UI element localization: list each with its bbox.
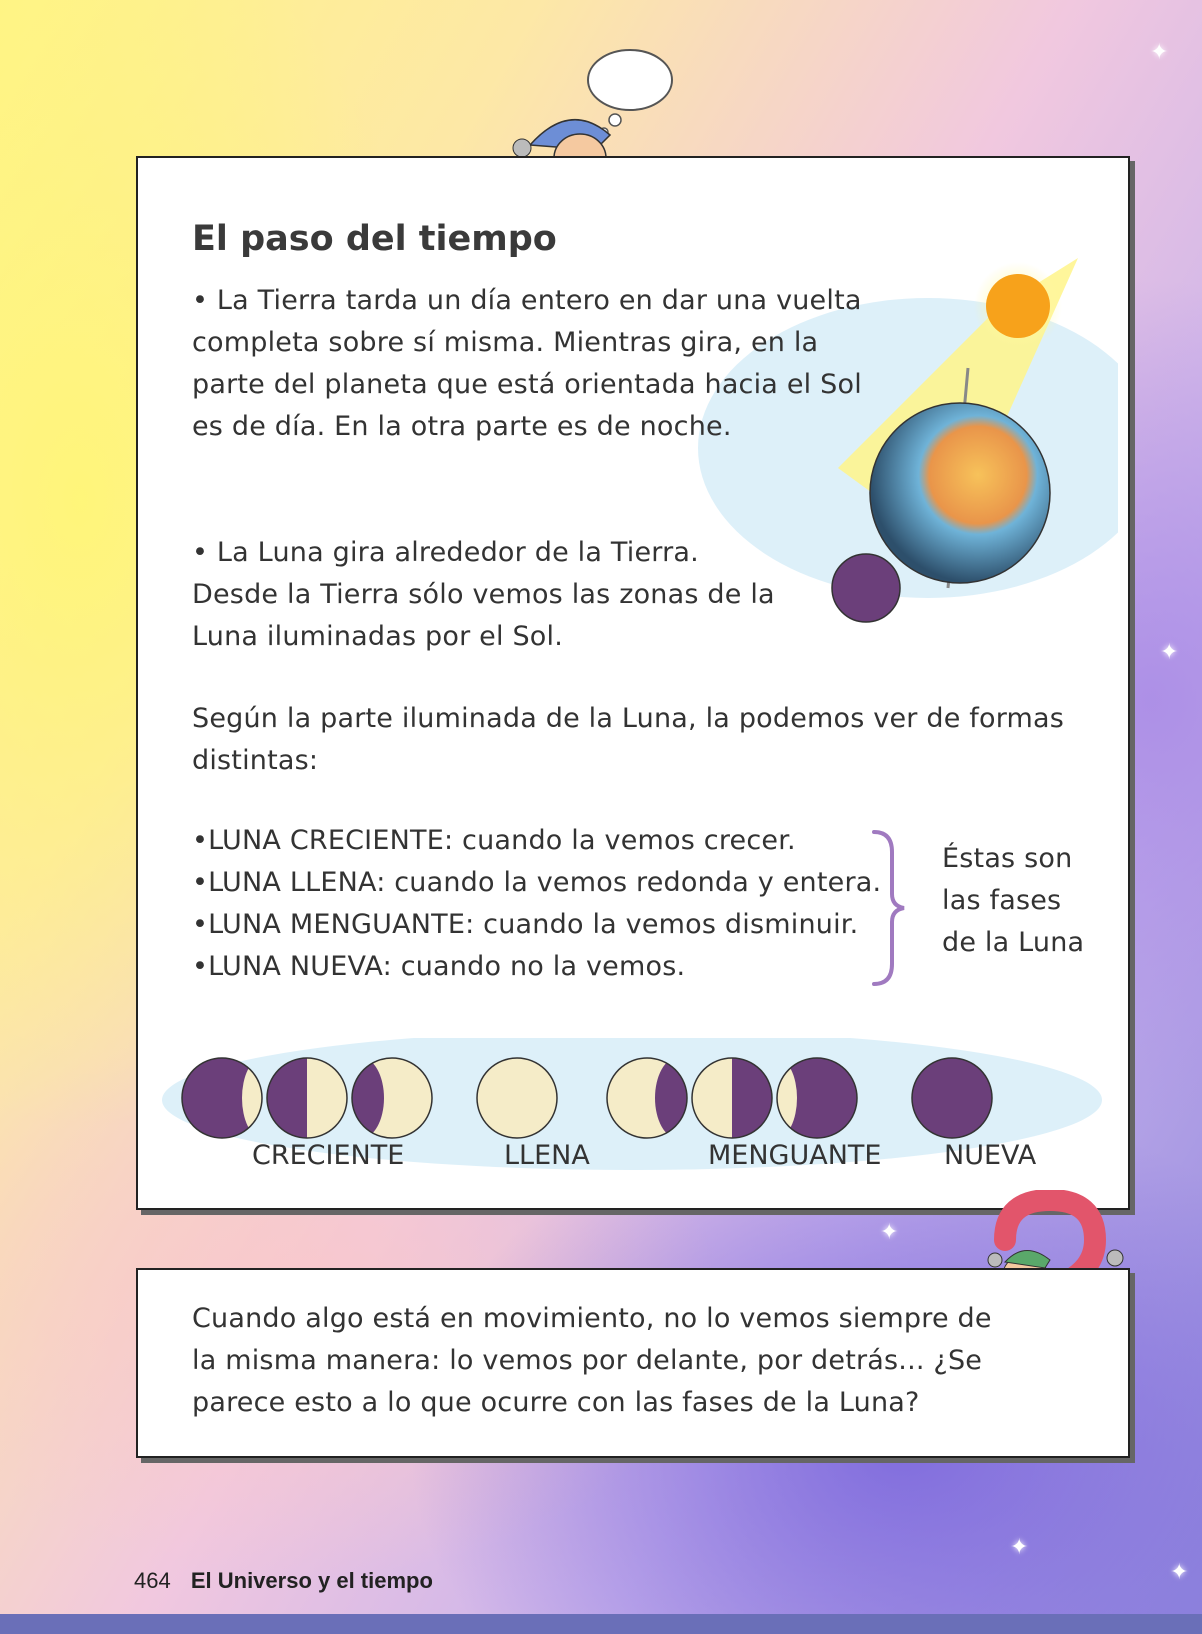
list-item: • LUNA MENGUANTE: cuando la vemos disminuir. [192, 904, 881, 946]
moon-orbit-paragraph: • La Luna gira alrededor de la Tierra. Desde la Tierra sólo vemos las zonas de la Luna iluminadas por el Sol. [192, 537, 775, 652]
phases-note: Éstas son las fases de la Luna [942, 843, 1085, 958]
moon-phase-first-quarter-icon [267, 1058, 347, 1138]
phase-label-menguante: MENGUANTE [708, 1140, 882, 1171]
moon-forms-paragraph: Según la parte iluminada de la Luna, la podemos ver de formas distintas: [192, 703, 1065, 776]
sparkle-icon: ✦ [1010, 1535, 1029, 1560]
main-content-panel [136, 156, 1130, 1210]
sparkle-icon: ✦ [880, 1220, 899, 1245]
page-title: El paso del tiempo [192, 219, 557, 260]
moon-icon [832, 554, 900, 622]
sparkle-icon: ✦ [1150, 40, 1169, 65]
moon-phase-new-icon [912, 1058, 992, 1138]
section-title: El Universo y el tiempo [190, 1568, 433, 1593]
sparkle-icon: ✦ [1160, 640, 1179, 665]
earth-rotation-paragraph: • La Tierra tarda un día entero en dar una vuelta completa sobre sí misma. Mientras gira, en la parte del planeta que está orientada hacia el Sol es de día. En la otra parte es de noche. [192, 285, 862, 442]
sparkle-icon: ✦ [1170, 1560, 1189, 1585]
page-footer [134, 1568, 433, 1594]
list-item: • LUNA NUEVA: cuando no la vemos. [192, 946, 881, 988]
moon-phase-last-quarter-icon [692, 1058, 772, 1138]
moon-phase-full-icon [477, 1058, 557, 1138]
phase-label-creciente: CRECIENTE [252, 1140, 405, 1171]
phase-label-nueva: NUEVA [944, 1140, 1037, 1171]
curly-brace-icon [868, 828, 908, 988]
question-panel [136, 1268, 1130, 1458]
bottom-strip [0, 1614, 1202, 1634]
moon-phases-list [192, 820, 881, 988]
list-item: • LUNA LLENA: cuando la vemos redonda y entera. [192, 862, 881, 904]
page-number: 464 [134, 1568, 171, 1593]
list-item: • LUNA CRECIENTE: cuando la vemos crecer. [192, 820, 881, 862]
reflection-question: Cuando algo está en movimiento, no lo vemos siempre de la misma manera: lo vemos por delante, por detrás... ¿Se parece esto a lo que ocurre con las fases de la Luna? [192, 1303, 992, 1418]
phase-label-llena: LLENA [504, 1140, 590, 1171]
earth-icon [870, 403, 1050, 583]
